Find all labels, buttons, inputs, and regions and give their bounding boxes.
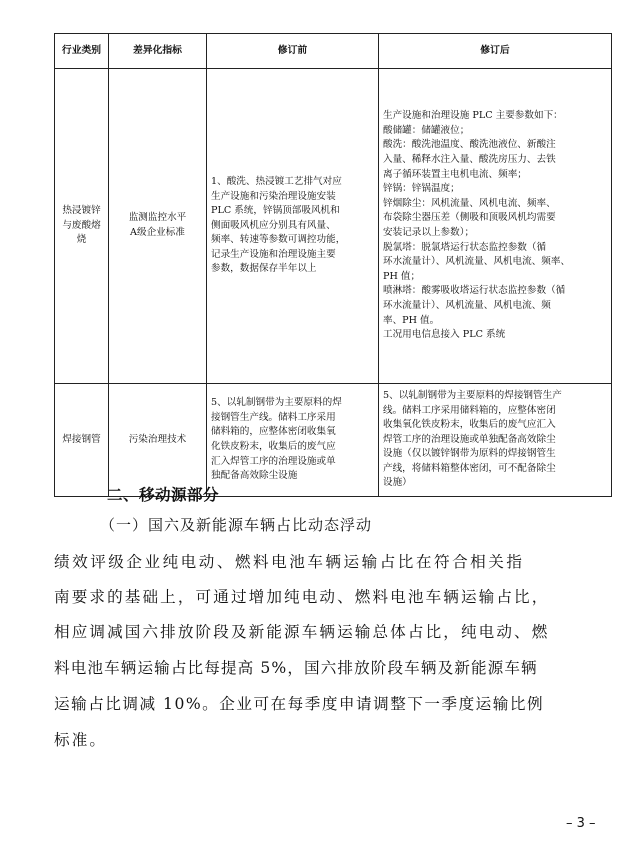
cell-line: 5、以轧制钢带为主要原料的焊接钢管生产 xyxy=(383,389,562,401)
cell-line: A级企业标准 xyxy=(130,227,185,238)
cell-line: 率、PH 值。 xyxy=(383,314,440,326)
header-after: 修订后 xyxy=(379,34,612,69)
cell-line: 参数，数据保存半年以上 xyxy=(211,263,317,275)
cell-line: 汇入焊管工序的治理设施或单 xyxy=(211,455,336,467)
cell-line: 侧面吸风机应分别具有风量、 xyxy=(211,219,336,231)
cell-industry xyxy=(55,69,109,384)
subsection-heading: （一）国六及新能源车辆占比动态浮动 xyxy=(100,516,373,534)
cell-line: 收集氧化铁皮粉末，收集后的废气应汇入 xyxy=(383,419,556,431)
cell-line: 频率、转速等参数可调控功能， xyxy=(211,234,346,246)
cell-line: 设施（仅以镀锌钢带为原料的焊接钢管生 xyxy=(383,448,556,460)
cell-line: 设施） xyxy=(383,477,412,489)
paragraph-line: 相应调减国六排放阶段及新能源车辆运输总体占比，纯电动、燃 xyxy=(54,623,550,641)
paragraph-line: 料电池车辆运输占比每提高 5%，国六排放阶段车辆及新能源车辆 xyxy=(54,659,538,677)
cell-line: 产线，将储料箱整体密闭，可不配备除尘 xyxy=(383,462,556,474)
cell-line: PH 值； xyxy=(383,270,421,282)
paragraph-line: 运输占比调减 10%。企业可在每季度申请调整下一季度运输比例 xyxy=(54,695,545,713)
cell-line: 安装记录以上参数）； xyxy=(383,227,475,238)
cell-line: 酸储罐：储罐液位； xyxy=(383,124,470,136)
paragraph-line: 南要求的基础上，可通过增加纯电动、燃料电池车辆运输占比， xyxy=(54,588,550,606)
paragraph-line: 绩效评级企业纯电动、燃料电池车辆运输占比在符合相关指 xyxy=(54,553,525,571)
cell-line: 监测监控水平 xyxy=(128,212,187,224)
table-header-row xyxy=(55,34,612,69)
section-heading: 二、移动源部分 xyxy=(107,486,220,504)
cell-industry xyxy=(55,384,109,497)
cell-line: 生产设施和治理设施 PLC 主要参数如下： xyxy=(383,110,563,122)
cell-line: 离子循环装置主电机电流、频率； xyxy=(383,168,527,180)
cell-line: 烧 xyxy=(76,234,87,246)
cell-line: 线。储料工序采用储料箱的，应整体密闭 xyxy=(383,404,556,416)
cell-line: 环水流量计）、风机流量、风机电流、频率、 xyxy=(383,256,571,268)
table-row xyxy=(55,384,612,497)
cell-line: PLC 系统，锌锅顶部吸风机和 xyxy=(211,205,340,217)
cell-line: 与废酸熔 xyxy=(62,219,101,231)
cell-line: 1、酸洗、热浸镀工艺排气对应 xyxy=(211,175,342,187)
cell-line: 热浸镀锌 xyxy=(62,205,101,217)
cell-line: 生产设施和污染治理设施安装 xyxy=(211,190,336,202)
cell-indicator xyxy=(109,69,207,384)
paragraph-line: 标准。 xyxy=(54,731,108,749)
cell-line: 锌锅：锌锅温度； xyxy=(383,183,460,195)
revision-table xyxy=(54,33,612,497)
cell-line: 入量、稀释水注入量、酸洗房压力、去铁 xyxy=(383,154,556,166)
header-indicator: 差异化指标 xyxy=(109,34,207,69)
cell-line: 焊接钢管 xyxy=(62,433,101,445)
cell-before xyxy=(207,69,379,384)
cell-after xyxy=(379,384,612,497)
cell-line: 焊管工序的治理设施或单独配备高效除尘 xyxy=(383,433,556,445)
cell-line: 布袋除尘器压差（侧吸和顶吸风机均需要 xyxy=(383,212,556,224)
header-before: 修订前 xyxy=(207,34,379,69)
cell-line: 独配备高效除尘设施 xyxy=(211,470,298,482)
header-industry: 行业类别 xyxy=(55,34,109,69)
cell-line: 环水流量计）、风机流量、风机电流、频 xyxy=(383,299,551,311)
cell-line: 污染治理技术 xyxy=(128,433,187,445)
cell-line: 化铁皮粉末，收集后的废气应 xyxy=(211,441,336,452)
cell-indicator xyxy=(109,384,207,497)
cell-line: 锌烟除尘：风机流量、风机电流、频率、 xyxy=(383,197,556,209)
table-row xyxy=(55,69,612,384)
page-number: – 3 – xyxy=(566,816,596,831)
cell-line: 记录生产设施和治理设施主要 xyxy=(211,248,336,260)
cell-after xyxy=(379,69,612,384)
cell-line: 脱氯塔：脱氯塔运行状态监控参数（循 xyxy=(383,241,547,253)
cell-line: 接钢管生产线。储料工序采用 xyxy=(211,411,336,423)
cell-line: 储料箱的，应整体密闭收集氧 xyxy=(211,426,336,438)
cell-line: 酸洗：酸洗池温度、酸洗池液位、新酸注 xyxy=(383,139,556,151)
cell-line: 5、以轧制钢带为主要原料的焊 xyxy=(211,397,342,409)
cell-line: 喷淋塔：酸雾吸收塔运行状态监控参数（循 xyxy=(383,285,566,297)
cell-before xyxy=(207,384,379,497)
cell-line: 工况用电信息接入 PLC 系统 xyxy=(383,329,506,341)
